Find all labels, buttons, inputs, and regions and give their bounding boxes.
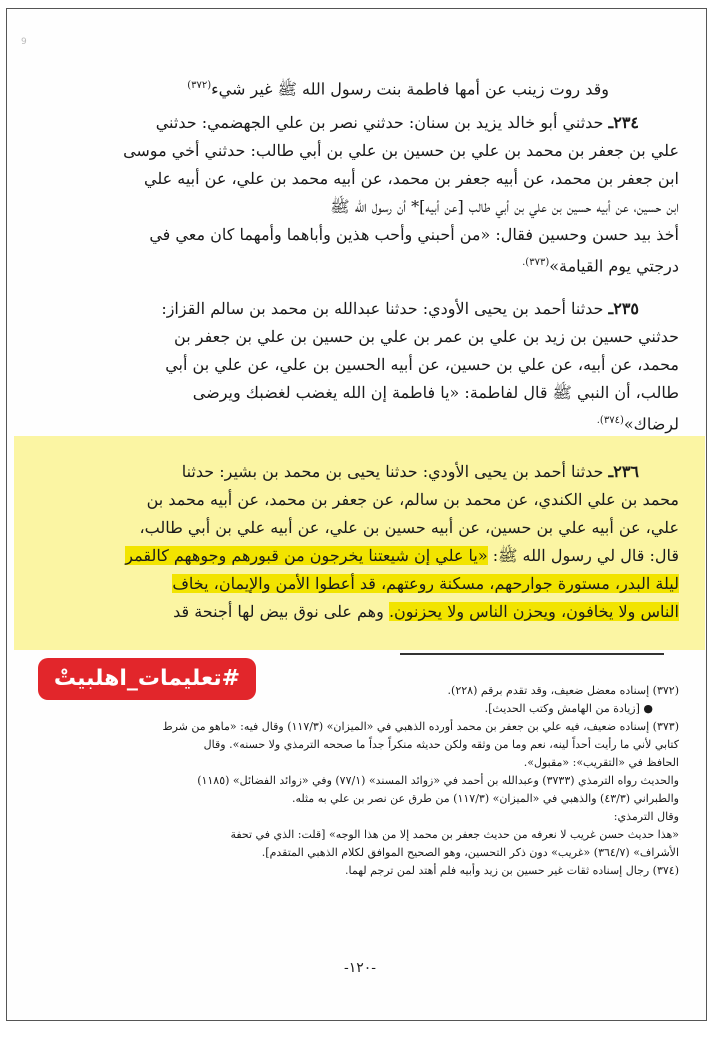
hadith-236: ٢٣٦ـ حدثنا أحمد بن يحيى الأودي: حدثنا يحيى بن محمد بن بشير: حدثنا محمد بن علي الكندي، عن محمد بن سالم، عن جعفر بن محمد، عن أبيه محمد بن علي، عن أبيه علي بن حسين، عن أبيه حسين بن علي، عن أبيه علي بن أبي طالب، قال: قال لي رسول الله ﷺ: «يا علي إن شيعتنا يخرجون من قبورهم وجوههم كالقمر ليلة البدر، مستورة جوارحهم، مسكنة روعتهم، قد أعطوا الأمن والإيمان، يخاف الناس ولا يخافون، ويحزن الناس ولا يحزنون. وهم على نوق بيض لها أجنحة قد [125, 461, 679, 621]
footnote-line: (٣٧٤) رجال إسناده ثقات غير حسين بن زيد وأبيه فلم أهتد لمن ترجم لهما. [345, 864, 679, 877]
footnotes [40, 682, 679, 880]
main-text [42, 72, 679, 626]
hadith-234: ٢٣٤ـ حدثني أبو خالد يزيد بن سنان: حدثني نصر بن علي الجهضمي: حدثني علي بن جعفر بن محمد بن علي بن حسين بن علي بن أبي طالب: حدثني أخي موسى ابن جعفر بن محمد، عن أبيه جعفر بن محمد، عن أبيه محمد بن علي، عن أبيه علي ابن حسين، عن أبيه حسين بن علي بن أبي طالب [عن أبيه]* أن رسول الله ﷺ أخذ بيد حسن وحسين فقال: «من أحبني وأحب هذين وأباهما وأمهما كان معي في درجتي يوم القيامة»$^{(٣٧٣).}$ [123, 113, 679, 276]
footnote-line: (٣٧٣) إسناده ضعيف، فيه علي بن جعفر بن محمد أورده الذهبي في «الميزان» (١١٧/٣) وقال فيه: «ماهو من شرط [162, 720, 679, 733]
highlighted-text: ليلة البدر، مستورة جوارحهم، مسكنة روعتهم، قد أعطوا الأمن والإيمان، يخاف [172, 573, 679, 593]
footnote-line: والطبراني (٤٣/٣) والذهبي في «الميزان» (١١٧/٣) من طرق عن نصر بن علي به مثله. [291, 792, 679, 805]
hadith-235: ٢٣٥ـ حدثنا أحمد بن يحيى الأودي: حدثنا عبدالله بن محمد بن سالم القزاز: حدثني حسين بن زيد بن علي بن عمر بن علي بن حسين بن علي بن جعفر بن محمد، عن أبيه، عن علي بن حسين، عن أبيه الحسين بن علي، عن علي بن أبي طالب، أن النبي ﷺ قال لفاطمة: «يا فاطمة إن الله يغضب لغضبك ويرضى لرضاك»$^{(٣٧٤).}$ [161, 298, 679, 433]
footnote-line: الحافظ في «التقريب»: «مقبول». [523, 756, 679, 769]
highlighted-text: الناس ولا يخافون، ويحزن الناس ولا يحزنون. [388, 601, 679, 621]
corner-mark: 9 [21, 37, 27, 47]
hadith-number: ٢٣٤ـ [608, 113, 639, 133]
footnote-line: وقال الترمذي: [613, 810, 679, 823]
footnote-line: ● [زيادة من الهامش وكتب الحديث]. [484, 702, 653, 715]
hadith-number: ٢٣٦ـ [608, 461, 639, 481]
footnote-line: (٣٧٢) إسناده معضل ضعيف، وقد تقدم برقم (٢٢٨). [447, 684, 679, 697]
footnote-line: الأشراف» (٣٦٤/٧) «غريب» دون ذكر التحسين، وهو الصحيح الموافق لكلام الذهبي المتقدم]. [261, 846, 679, 859]
page-number: -١٢٠- [343, 960, 377, 976]
intro-line: وقد روت زينب عن أمها فاطمة بنت رسول الله ﷺ غير شيء$^{(٣٧٢)}$ [187, 79, 609, 99]
hadith-number: ٢٣٥ـ [608, 298, 639, 318]
footnote-divider [400, 653, 664, 655]
footnote-line: والحديث رواه الترمذي (٣٧٣٣) وعبدالله بن أحمد في «زوائد المسند» (٧٧/١) وفي «زوائد الفضائل» (١١٨٥) [197, 774, 679, 787]
footnote-line: كتابي لأني ما رأيت أحداً لينه، نعم وما من وثقه ولكن حديثه منكراً جداً ما صححه الترمذي ولا حسنه». وقال [203, 738, 679, 751]
footnote-line: «هذا حديث حسن غريب لا نعرفه من حديث جعفر بن محمد إلا من هذا الوجه» [قلت: الذي في تحفة [230, 828, 679, 841]
hashtag-badge: #تعليمات_اهلبيتْ [38, 658, 256, 700]
highlighted-text: «يا علي إن شيعتنا يخرجون من قبورهم وجوههم كالقمر [125, 545, 488, 565]
